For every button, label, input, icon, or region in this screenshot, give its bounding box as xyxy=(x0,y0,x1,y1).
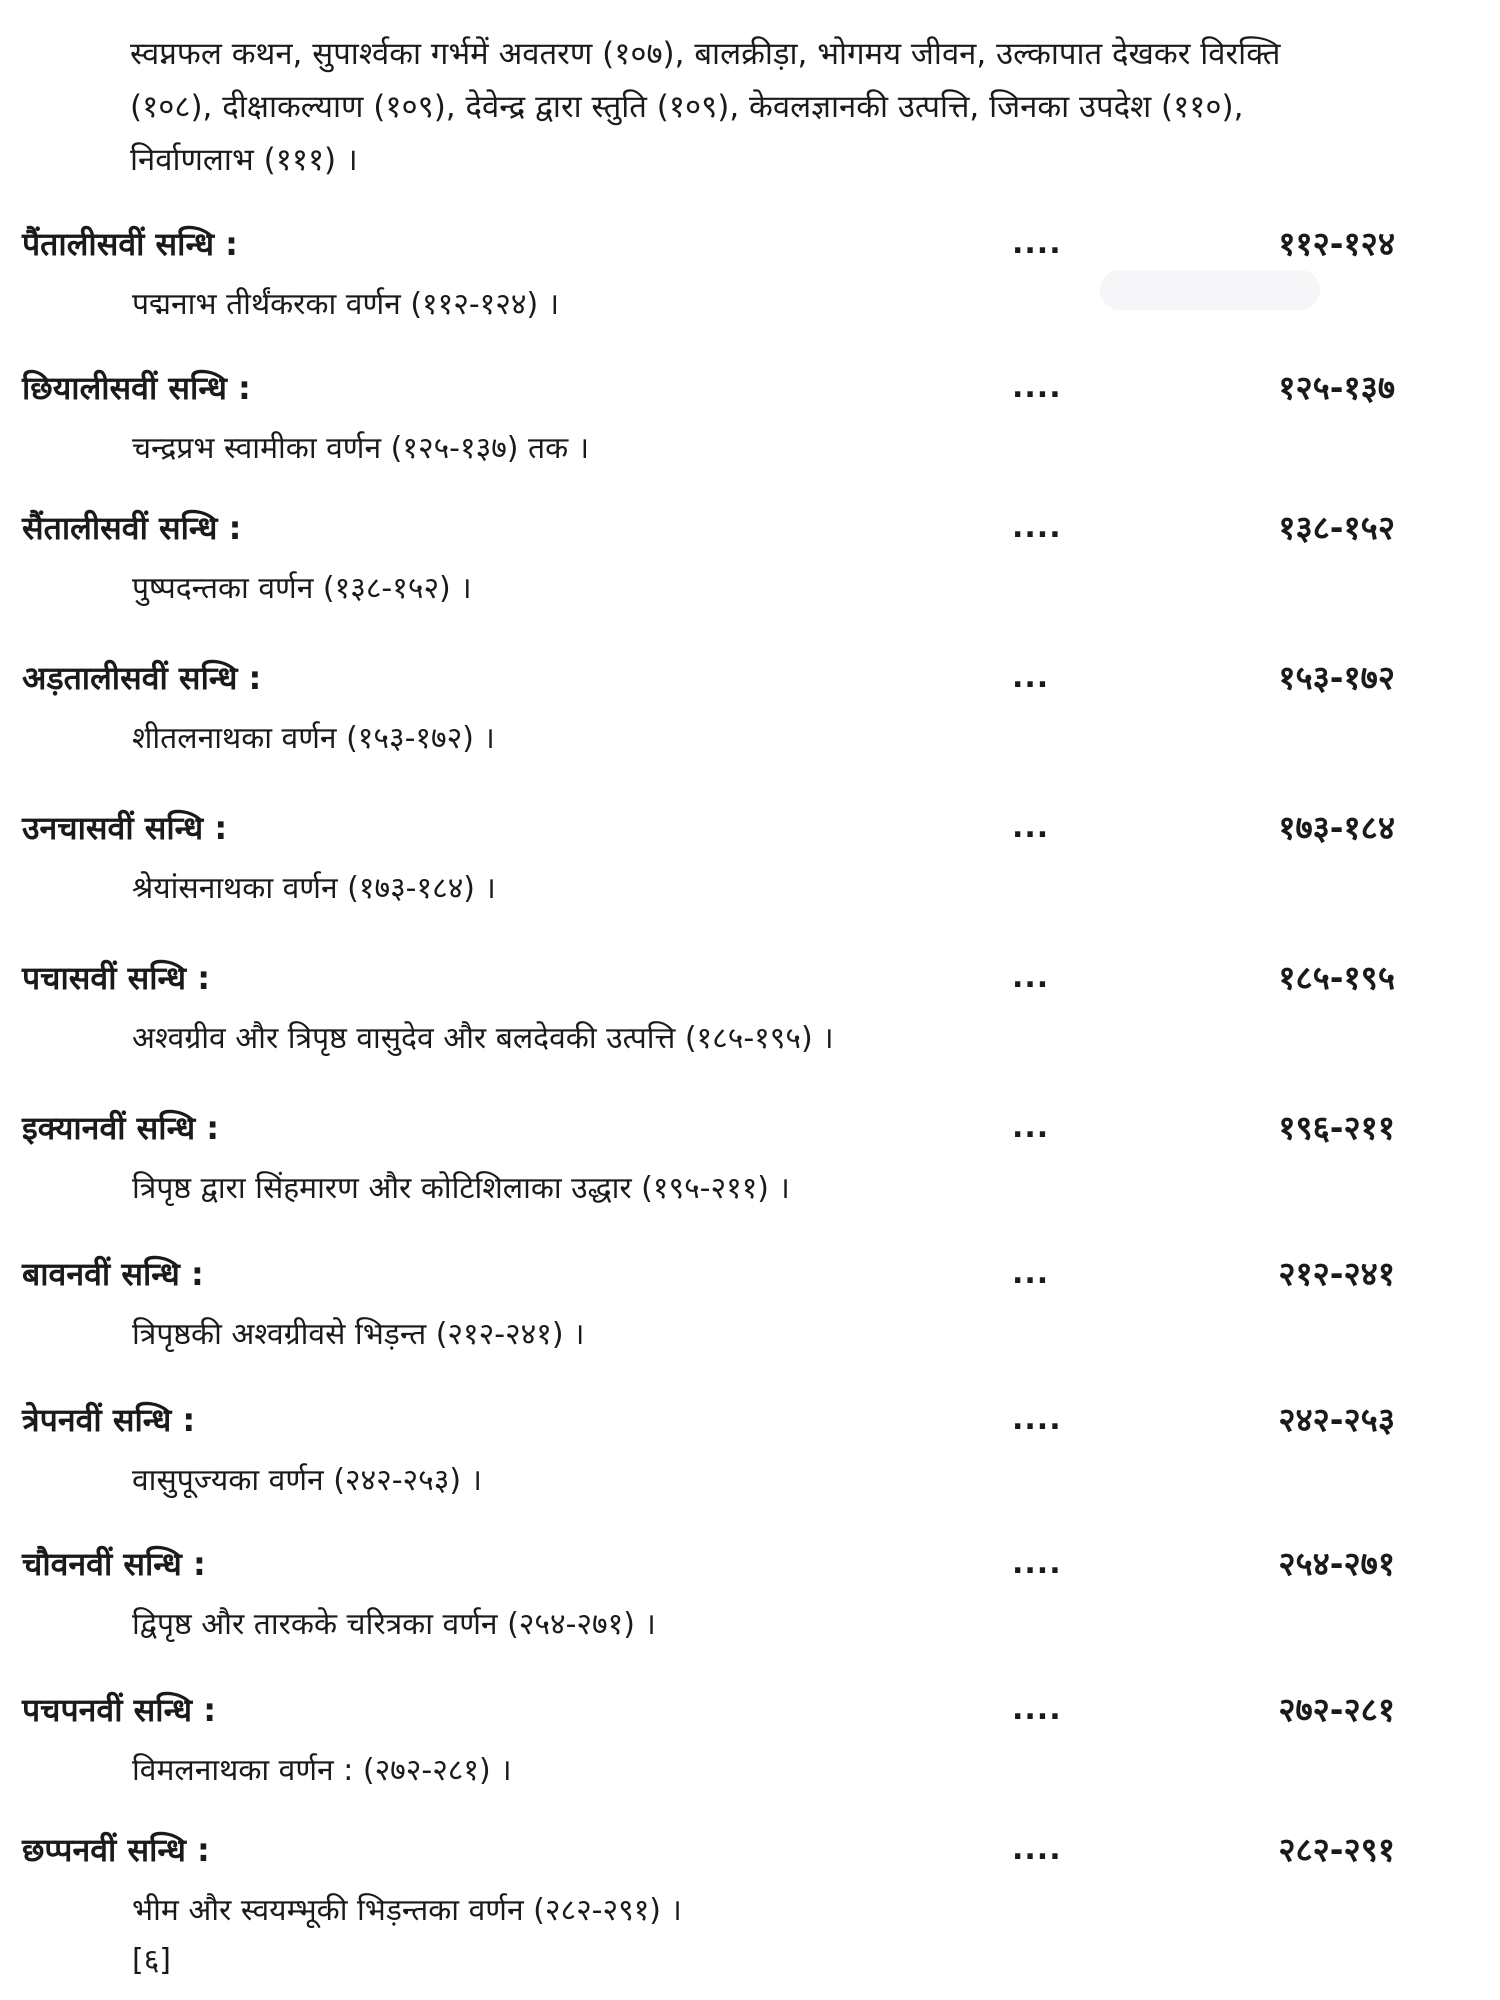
section-heading: पचपनवीं सन्धि : xyxy=(22,1691,217,1729)
leader-dots: .... xyxy=(1012,1832,1062,1867)
section-description: वासुपूज्यका वर्णन (२४२-२५३) । xyxy=(132,1463,482,1498)
page-range: १५३-१७२ xyxy=(1278,658,1395,697)
section-49 xyxy=(0,806,1500,946)
section-heading: पचासवीं सन्धि : xyxy=(22,959,211,997)
section-55 xyxy=(0,1688,1500,1828)
section-description: पद्मनाभ तीर्थंकरका वर्णन (११२-१२४) । xyxy=(132,287,560,322)
section-50 xyxy=(0,956,1500,1096)
section-description: त्रिपृष्ठकी अश्वग्रीवसे भिड़न्त (२१२-२४१) । xyxy=(132,1317,585,1352)
section-heading: चौवनवीं सन्धि : xyxy=(22,1545,206,1583)
section-heading: पैंतालीसवीं सन्धि : xyxy=(22,225,238,263)
section-heading: बावनवीं सन्धि : xyxy=(22,1255,204,1293)
page-number: [६] xyxy=(132,1943,172,1978)
section-52 xyxy=(0,1252,1500,1392)
page-range: १७३-१८४ xyxy=(1278,808,1395,847)
section-description: श्रेयांसनाथका वर्णन (१७३-१८४) । xyxy=(132,871,496,906)
page-range: २८२-२९१ xyxy=(1278,1830,1395,1869)
section-description: चन्द्रप्रभ स्वामीका वर्णन (१२५-१३७) तक । xyxy=(132,431,590,466)
intro-paragraph: स्वप्नफल कथन, सुपार्श्वका गर्भमें अवतरण (१०७), बालक्रीड़ा, भोगमय जीवन, उल्कापात देखकर विरक्ति (१०८), दीक्षाकल्याण (१०९), देवेन्द्र द्वारा स्तुति (१०९), केवलज्ञानकी उत्पत्ति, जिनका उपदेश (११०), निर्वाणलाभ (१११) । xyxy=(130,36,1281,178)
page-range: १८५-१९५ xyxy=(1278,958,1395,997)
section-45 xyxy=(0,222,1500,362)
section-description: भीम और स्वयम्भूकी भिड़न्तका वर्णन (२८२-२९१) । xyxy=(132,1893,682,1928)
section-heading: सैंतालीसवीं सन्धि : xyxy=(22,509,242,547)
page-range: ११२-१२४ xyxy=(1278,224,1395,263)
leader-dots: ... xyxy=(1012,1110,1050,1145)
page-range: १२५-१३७ xyxy=(1278,368,1395,407)
section-description: विमलनाथका वर्णन : (२७२-२८१) । xyxy=(132,1753,512,1788)
section-description: द्विपृष्ठ और तारकके चरित्रका वर्णन (२५४-२७१) । xyxy=(132,1607,656,1642)
section-heading: छप्पनवीं सन्धि : xyxy=(22,1831,210,1869)
section-53 xyxy=(0,1398,1500,1538)
section-heading: त्रेपनवीं सन्धि : xyxy=(22,1401,196,1439)
section-51 xyxy=(0,1106,1500,1246)
leader-dots: .... xyxy=(1012,1546,1062,1581)
section-54 xyxy=(0,1542,1500,1682)
section-heading: छियालीसवीं सन्धि : xyxy=(22,369,251,407)
section-description: पुष्पदन्तका वर्णन (१३८-१५२) । xyxy=(132,571,472,606)
leader-dots: ... xyxy=(1012,660,1050,695)
leader-dots: .... xyxy=(1012,370,1062,405)
page-range: १९६-२११ xyxy=(1278,1108,1395,1147)
leader-dots: .... xyxy=(1012,226,1062,261)
leader-dots: .... xyxy=(1012,1402,1062,1437)
section-heading: अड़तालीसवीं सन्धि : xyxy=(22,659,262,697)
leader-dots: .... xyxy=(1012,510,1062,545)
page-range: २१२-२४१ xyxy=(1278,1254,1395,1293)
section-description: त्रिपृष्ठ द्वारा सिंहमारण और कोटिशिलाका उद्धार (१९५-२११) । xyxy=(132,1171,790,1206)
leader-dots: .... xyxy=(1012,1692,1062,1727)
leader-dots: ... xyxy=(1012,810,1050,845)
section-46 xyxy=(0,366,1500,506)
section-description: शीतलनाथका वर्णन (१५३-१७२) । xyxy=(132,721,495,756)
section-heading: इक्यानवीं सन्धि : xyxy=(22,1109,220,1147)
section-description: अश्वग्रीव और त्रिपृष्ठ वासुदेव और बलदेवकी उत्पत्ति (१८५-१९५) । xyxy=(132,1021,834,1056)
section-56 xyxy=(0,1828,1500,1968)
page-range: २५४-२७१ xyxy=(1278,1544,1395,1583)
section-48 xyxy=(0,656,1500,796)
page-range: १३८-१५२ xyxy=(1278,508,1395,547)
section-47 xyxy=(0,506,1500,646)
section-heading: उनचासवीं सन्धि : xyxy=(22,809,228,847)
leader-dots: ... xyxy=(1012,1256,1050,1291)
page-range: २७२-२८१ xyxy=(1278,1690,1395,1729)
leader-dots: ... xyxy=(1012,960,1050,995)
page-range: २४२-२५३ xyxy=(1278,1400,1395,1439)
